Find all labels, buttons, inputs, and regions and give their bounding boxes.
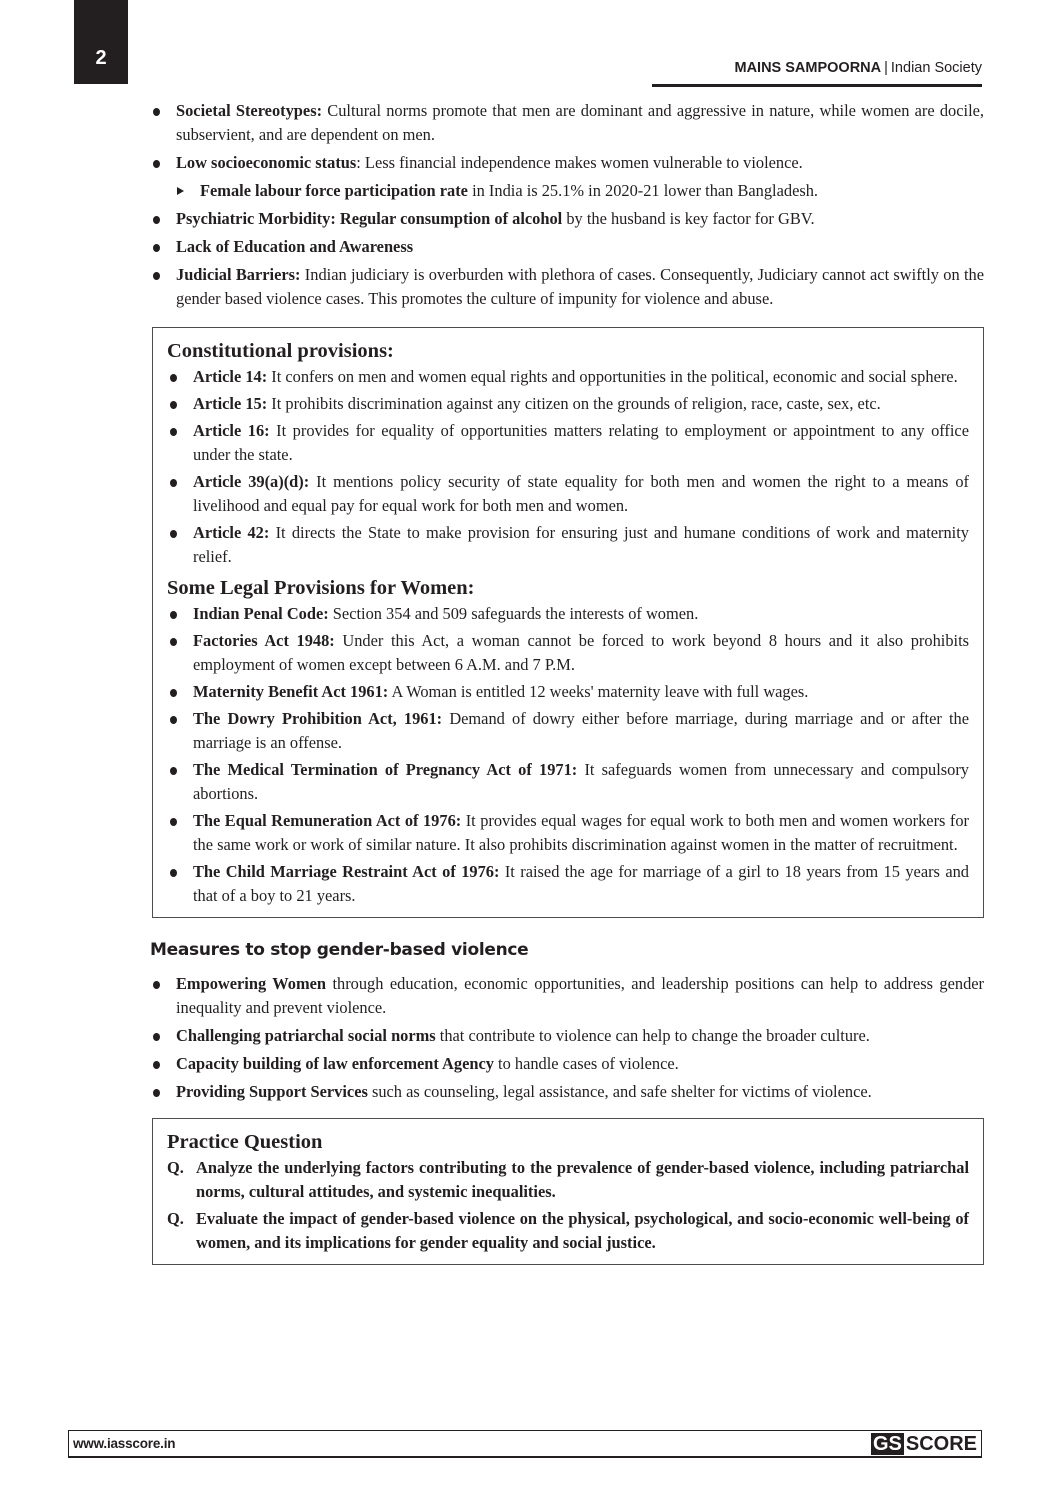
question-list: [167, 1156, 969, 1255]
question-item: Q. Analyze the underlying factors contributing to the prevalence of gender-based violence, including patriarchal norms, cultural attitudes, and systemic inequalities.: [167, 1158, 969, 1201]
list-item: Low socioeconomic status: Less financial independence makes women vulnerable to violence.: [150, 151, 984, 175]
list-item: Article 42: It directs the State to make provision for ensuring just and humane conditions of work and maternity relief.: [167, 521, 969, 569]
website-link[interactable]: www.iasscore.in: [73, 1436, 176, 1451]
legal-provisions-heading: Some Legal Provisions for Women:: [167, 577, 475, 599]
list-item: Judicial Barriers: Indian judiciary is overburden with plethora of cases. Consequently, Judiciary cannot act swiftly on the gender based violence cases. This promotes the culture of impunity for violence and abuse.: [150, 263, 984, 311]
page-content: [150, 99, 984, 1265]
legal-provisions-list: [167, 602, 969, 908]
practice-question-box: [152, 1118, 984, 1265]
page-number: 2: [95, 47, 107, 69]
list-item: The Child Marriage Restraint Act of 1976: It raised the age for marriage of a girl to 18 years from 15 years and that of a boy to 21 years.: [167, 860, 969, 908]
list-item: Factories Act 1948: Under this Act, a woman cannot be forced to work beyond 8 hours and it also prohibits employment of women except between 6 A.M. and 7 P.M.: [167, 629, 969, 677]
running-header: [652, 60, 982, 87]
measures-list: [150, 972, 984, 1104]
list-item: Article 14: It confers on men and women equal rights and opportunities in the political, economic and social sphere.: [167, 365, 969, 389]
logo-score: SCORE: [905, 1432, 977, 1455]
list-item: Societal Stereotypes: Cultural norms promote that men are dominant and aggressive in nature, while women are docile, subservient, and are dependent on men.: [150, 99, 984, 147]
subject-title: Indian Society: [890, 60, 982, 76]
practice-heading: Practice Question: [167, 1131, 323, 1153]
constitutional-heading: Constitutional provisions:: [167, 340, 394, 362]
list-item: Challenging patriarchal social norms that contribute to violence can help to change the broader culture.: [150, 1024, 984, 1048]
question-item: Q. Evaluate the impact of gender-based violence on the physical, psychological, and socio-economic well-being of women, and its implications for gender equality and social justice.: [167, 1209, 969, 1252]
sub-list: [150, 179, 984, 203]
page-number-tab: [74, 0, 128, 84]
list-item: The Dowry Prohibition Act, 1961: Demand of dowry either before marriage, during marriage and or after the marriage is an offense.: [167, 707, 969, 755]
list-item: Indian Penal Code: Section 354 and 509 safeguards the interests of women.: [167, 602, 969, 626]
list-item: Empowering Women through education, economic opportunities, and leadership positions can help to address gender inequality and prevent violence.: [150, 972, 984, 1020]
measures-heading: Measures to stop gender-based violence: [150, 940, 529, 960]
list-item: The Equal Remuneration Act of 1976: It provides equal wages for equal work to both men and women workers for the same work or work of similar nature. It also prohibits discrimination against women in the matter of recruitment.: [167, 809, 969, 857]
provisions-box: [152, 327, 984, 918]
header-separator: |: [884, 60, 888, 76]
list-item: The Medical Termination of Pregnancy Act of 1971: It safeguards women from unnecessary and compulsory abortions.: [167, 758, 969, 806]
list-item: Providing Support Services such as counseling, legal assistance, and safe shelter for victims of violence.: [150, 1080, 984, 1104]
gsscore-logo: [871, 1433, 979, 1455]
causes-list-continued: [150, 207, 984, 311]
list-item: Article 16: It provides for equality of opportunities matters relating to employment or appointment to any office under the state.: [167, 419, 969, 467]
page-footer: [68, 1430, 982, 1458]
logo-gs: GS: [872, 1432, 902, 1455]
list-item: Maternity Benefit Act 1961: A Woman is entitled 12 weeks' maternity leave with full wages.: [167, 680, 969, 704]
list-item: Capacity building of law enforcement Agency to handle cases of violence.: [150, 1052, 984, 1076]
constitutional-list: [167, 365, 969, 569]
causes-list: [150, 99, 984, 175]
list-item: Lack of Education and Awareness: [150, 235, 984, 259]
list-item: Psychiatric Morbidity: Regular consumption of alcohol by the husband is key factor for GBV.: [150, 207, 984, 231]
book-title: MAINS SAMPOORNA: [734, 60, 882, 76]
list-item: Article 39(a)(d): It mentions policy security of state equality for both men and women the right to a means of livelihood and equal pay for equal work for both men and women.: [167, 470, 969, 518]
sub-list-item: Female labour force participation rate in India is 25.1% in 2020-21 lower than Bangladesh.: [150, 179, 984, 203]
list-item: Article 15: It prohibits discrimination against any citizen on the grounds of religion, race, caste, sex, etc.: [167, 392, 969, 416]
